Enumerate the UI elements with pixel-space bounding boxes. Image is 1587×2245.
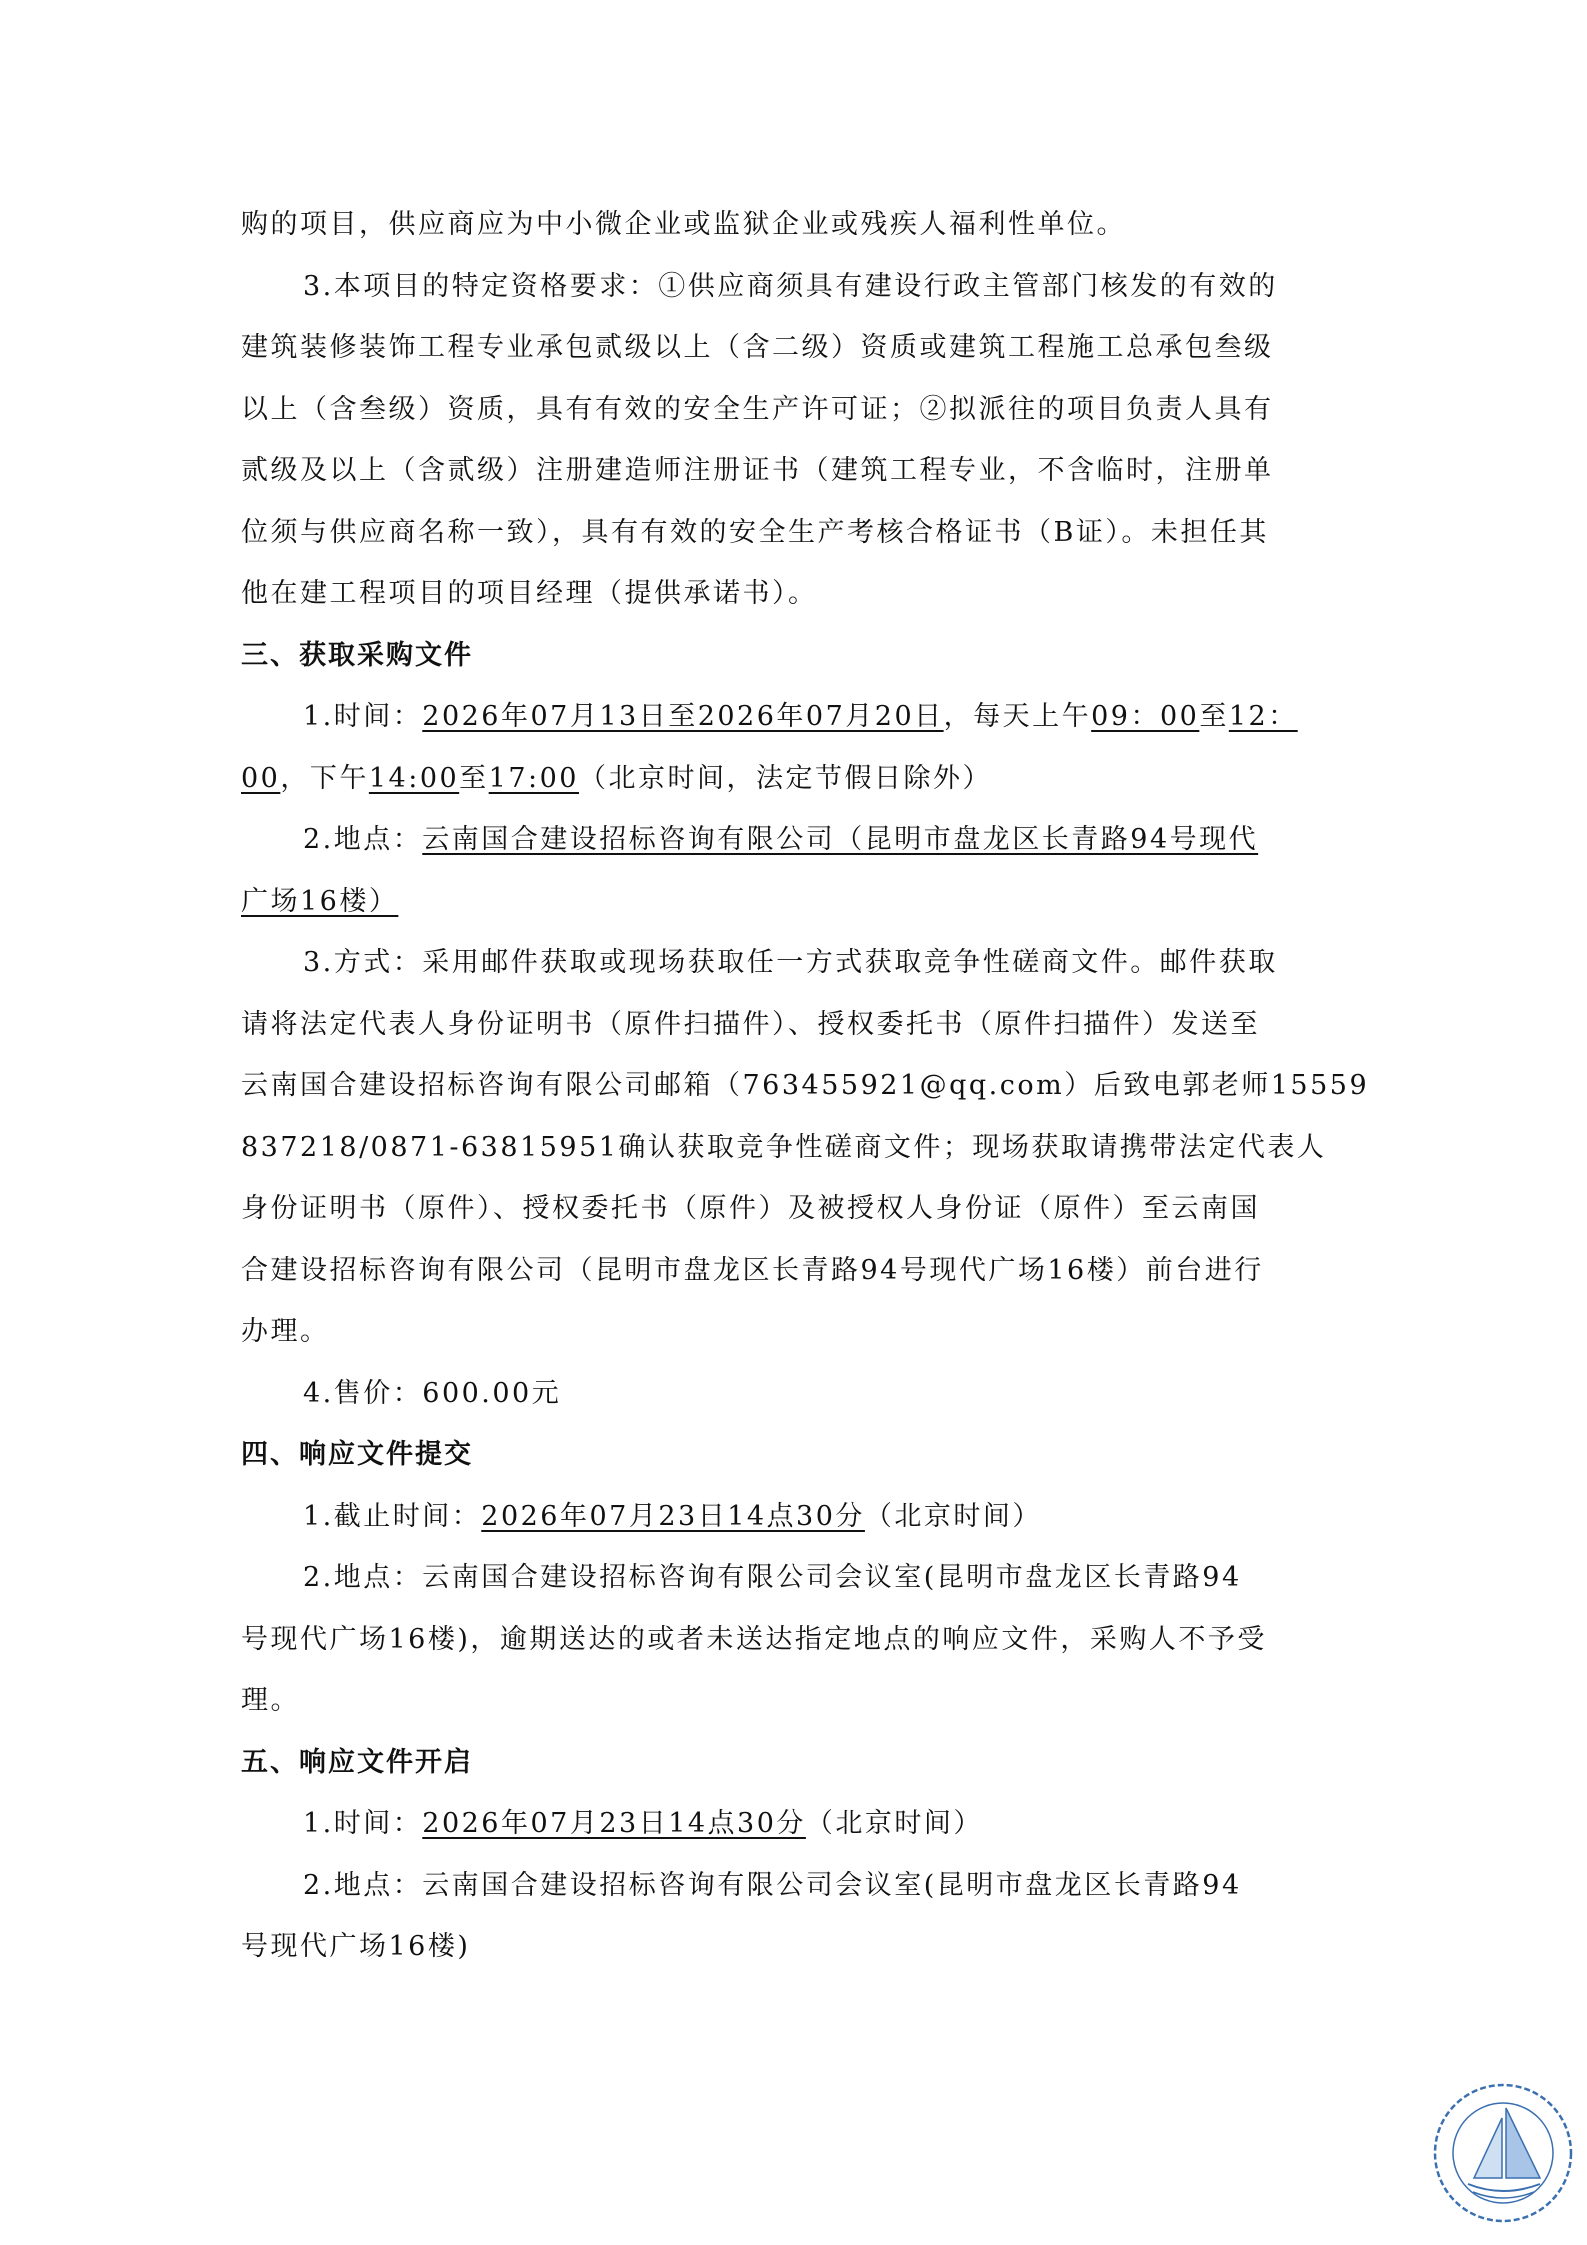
text: ，下午 bbox=[280, 762, 369, 794]
text-line: 3.本项目的特定资格要求：①供应商须具有建设行政主管部门核发的有效的 bbox=[303, 270, 1278, 302]
text-line: 合建设招标咨询有限公司（昆明市盘龙区长青路94号现代广场16楼）前台进行 bbox=[241, 1254, 1264, 1286]
text: （北京时间） bbox=[864, 1500, 1042, 1532]
text-line: 2.地点：云南国合建设招标咨询有限公司会议室(昆明市盘龙区长青路94 bbox=[303, 1869, 1242, 1901]
price-line: 4.售价：600.00元 bbox=[303, 1377, 562, 1409]
section-heading: 四、响应文件提交 bbox=[241, 1439, 473, 1470]
text-line: 请将法定代表人身份证明书（原件扫描件）、授权委托书（原件扫描件）发送至 bbox=[241, 1008, 1260, 1040]
address: 广场16楼） bbox=[241, 885, 399, 917]
open-time-line bbox=[241, 1793, 1346, 1855]
text-line: 办理。 bbox=[241, 1316, 330, 1347]
text-line: 他在建工程项目的项目经理（提供承诺书）。 bbox=[241, 578, 818, 609]
address: 云南国合建设招标咨询有限公司（昆明市盘龙区长青路94号现代 bbox=[422, 824, 1259, 855]
text-line: 以上（含叁级）资质，具有有效的安全生产许可证；②拟派往的项目负责人具有 bbox=[241, 393, 1274, 425]
text: （北京时间，法定节假日除外） bbox=[578, 762, 992, 794]
text: ，每天上午 bbox=[943, 701, 1092, 732]
am-end: 00 bbox=[241, 762, 281, 794]
text-line: 建筑装修装饰工程专业承包贰级以上（含二级）资质或建筑工程施工总承包叁级 bbox=[241, 332, 1274, 363]
text: 至 bbox=[459, 762, 489, 794]
section-heading: 五、响应文件开启 bbox=[241, 1746, 473, 1778]
pm-start: 14:00 bbox=[368, 762, 460, 794]
open-time: 2026年07月23日14点30分 bbox=[422, 1808, 806, 1839]
label: 2.地点： bbox=[303, 824, 423, 855]
place-line-cont bbox=[241, 871, 1346, 933]
text-line: 贰级及以上（含贰级）注册建造师注册证书（建筑工程专业，不含临时，注册单 bbox=[241, 455, 1274, 486]
time-line bbox=[241, 686, 1346, 748]
text: 至 bbox=[1199, 701, 1229, 732]
time-line-cont bbox=[241, 748, 1346, 810]
text-line: 理。 bbox=[241, 1685, 300, 1716]
text-line: 身份证明书（原件）、授权委托书（原件）及被授权人身份证（原件）至云南国 bbox=[241, 1193, 1260, 1224]
text-line: 3.方式：采用邮件获取或现场获取任一方式获取竞争性磋商文件。邮件获取 bbox=[303, 947, 1278, 978]
date-range: 2026年07月13日至2026年07月20日 bbox=[422, 701, 944, 732]
sailboat-seal-icon bbox=[1428, 2078, 1578, 2228]
place-line bbox=[241, 809, 1346, 871]
label: 1.截止时间： bbox=[303, 1500, 482, 1532]
text-line: 位须与供应商名称一致），具有有效的安全生产考核合格证书（B证）。未担任其 bbox=[241, 516, 1269, 548]
section-heading: 三、获取采购文件 bbox=[241, 639, 473, 671]
deadline: 2026年07月23日14点30分 bbox=[481, 1500, 865, 1532]
label: 1.时间： bbox=[303, 1808, 423, 1839]
deadline-line bbox=[241, 1486, 1346, 1548]
text: （北京时间） bbox=[805, 1808, 983, 1839]
pm-end: 17:00 bbox=[488, 762, 579, 794]
text-line: 837218/0871-63815951确认获取竞争性磋商文件；现场获取请携带法定代表人 bbox=[241, 1131, 1327, 1163]
document-page bbox=[241, 194, 1370, 1978]
text-line: 号现代广场16楼)，逾期送达的或者未送达指定地点的响应文件，采购人不予受 bbox=[241, 1623, 1267, 1655]
text-line: 2.地点：云南国合建设招标咨询有限公司会议室(昆明市盘龙区长青路94 bbox=[303, 1562, 1242, 1593]
label: 1.时间： bbox=[303, 701, 423, 732]
am-start: 09：00 bbox=[1091, 701, 1200, 732]
am-end: 12： bbox=[1228, 701, 1298, 732]
text-line: 云南国合建设招标咨询有限公司邮箱（763455921@qq.com）后致电郭老师15559 bbox=[241, 1070, 1370, 1101]
text-line: 号现代广场16楼) bbox=[241, 1931, 471, 1962]
text-line: 购的项目，供应商应为中小微企业或监狱企业或残疾人福利性单位。 bbox=[241, 209, 1126, 240]
